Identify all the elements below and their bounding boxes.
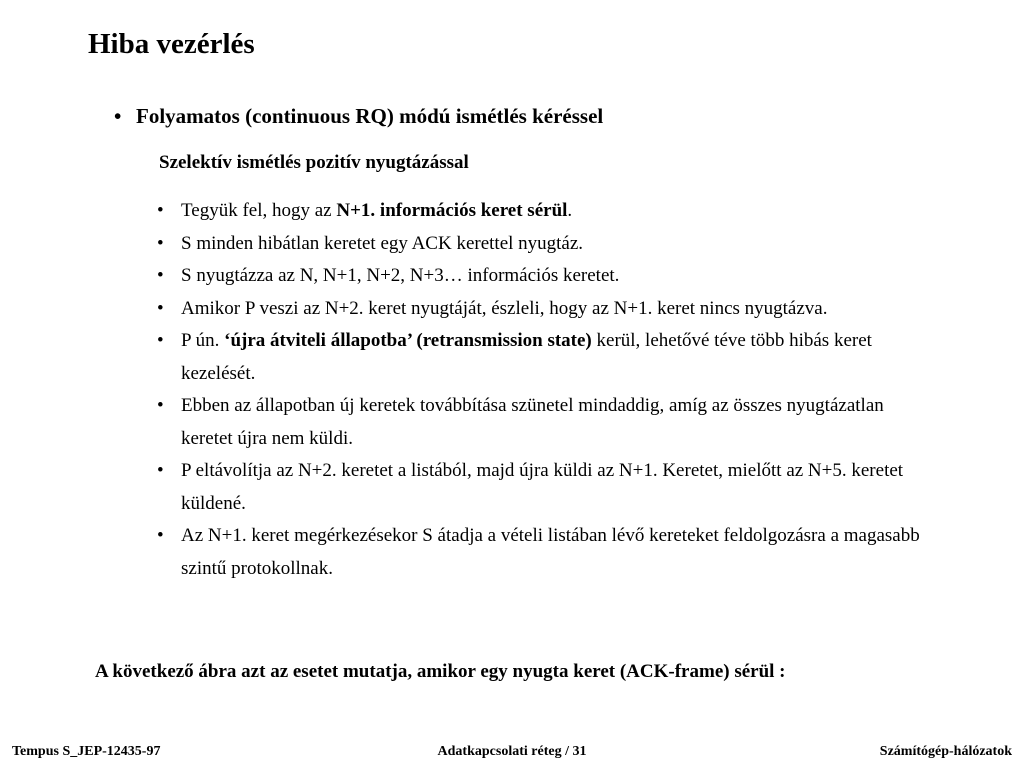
bullet-text: S nyugtázza az N, N+1, N+2, N+3… információs keretet. — [181, 265, 620, 286]
list-item — [157, 520, 937, 585]
bullet-text: P eltávolítja az N+2. keretet a listából, majd újra küldi az N+1. Keretet, mielőtt az N+5. keretet küldené. — [181, 460, 904, 514]
subheading: Szelektív ismétlés pozitív nyugtázással — [159, 152, 469, 173]
list-item — [157, 325, 937, 390]
bullet-text: Az N+1. keret megérkezésekor S átadja a vételi listában lévő kereteket feldolgozásra a magasabb szintű protokollnak. — [181, 525, 920, 579]
summary-text: A következő ábra azt az esetet mutatja, amikor egy nyugta keret (ACK-frame) sérül : — [95, 661, 786, 682]
list-item — [157, 228, 937, 261]
footer-left: Tempus S_JEP-12435-97 — [12, 744, 161, 759]
list-item — [157, 390, 937, 455]
list-item — [157, 455, 937, 520]
bullet-text: P ún. — [181, 330, 225, 351]
bullet-text-after: . — [567, 200, 573, 221]
main-bullet-text: Folyamatos (continuous RQ) módú ismétlés kéréssel — [136, 104, 604, 128]
bullet-marker: • — [114, 104, 122, 128]
bullet-list — [157, 195, 937, 585]
footer-right: Számítógép-hálózatok — [879, 744, 1012, 759]
bullet-text: Amikor P veszi az N+2. keret nyugtáját, észleli, hogy az N+1. keret nincs nyugtázva. — [181, 297, 828, 319]
bullet-text: Ebben az állapotban új keretek továbbítása szünetel mindaddig, amíg az összes nyugtázatlan keretet újra nem küldi. — [181, 395, 884, 449]
footer-center: Adatkapcsolati réteg / 31 — [437, 744, 587, 759]
bullet-text-after: kerül, lehetővé téve több hibás keret kezelését. — [181, 330, 872, 384]
list-item — [157, 195, 937, 228]
footer — [12, 742, 1012, 762]
list-item — [157, 260, 937, 293]
bullet-text: Tegyük fel, hogy az — [181, 200, 337, 221]
bullet-bold-text: ‘újra átviteli állapotba’ (retransmission state) — [224, 330, 592, 351]
list-item — [157, 293, 937, 326]
slide-title: Hiba vezérlés — [88, 28, 255, 60]
bullet-text: S minden hibátlan keretet egy ACK kerettel nyugtáz. — [181, 232, 584, 254]
main-bullet — [114, 101, 603, 131]
bullet-bold-text: N+1. információs keret sérül — [336, 200, 568, 221]
